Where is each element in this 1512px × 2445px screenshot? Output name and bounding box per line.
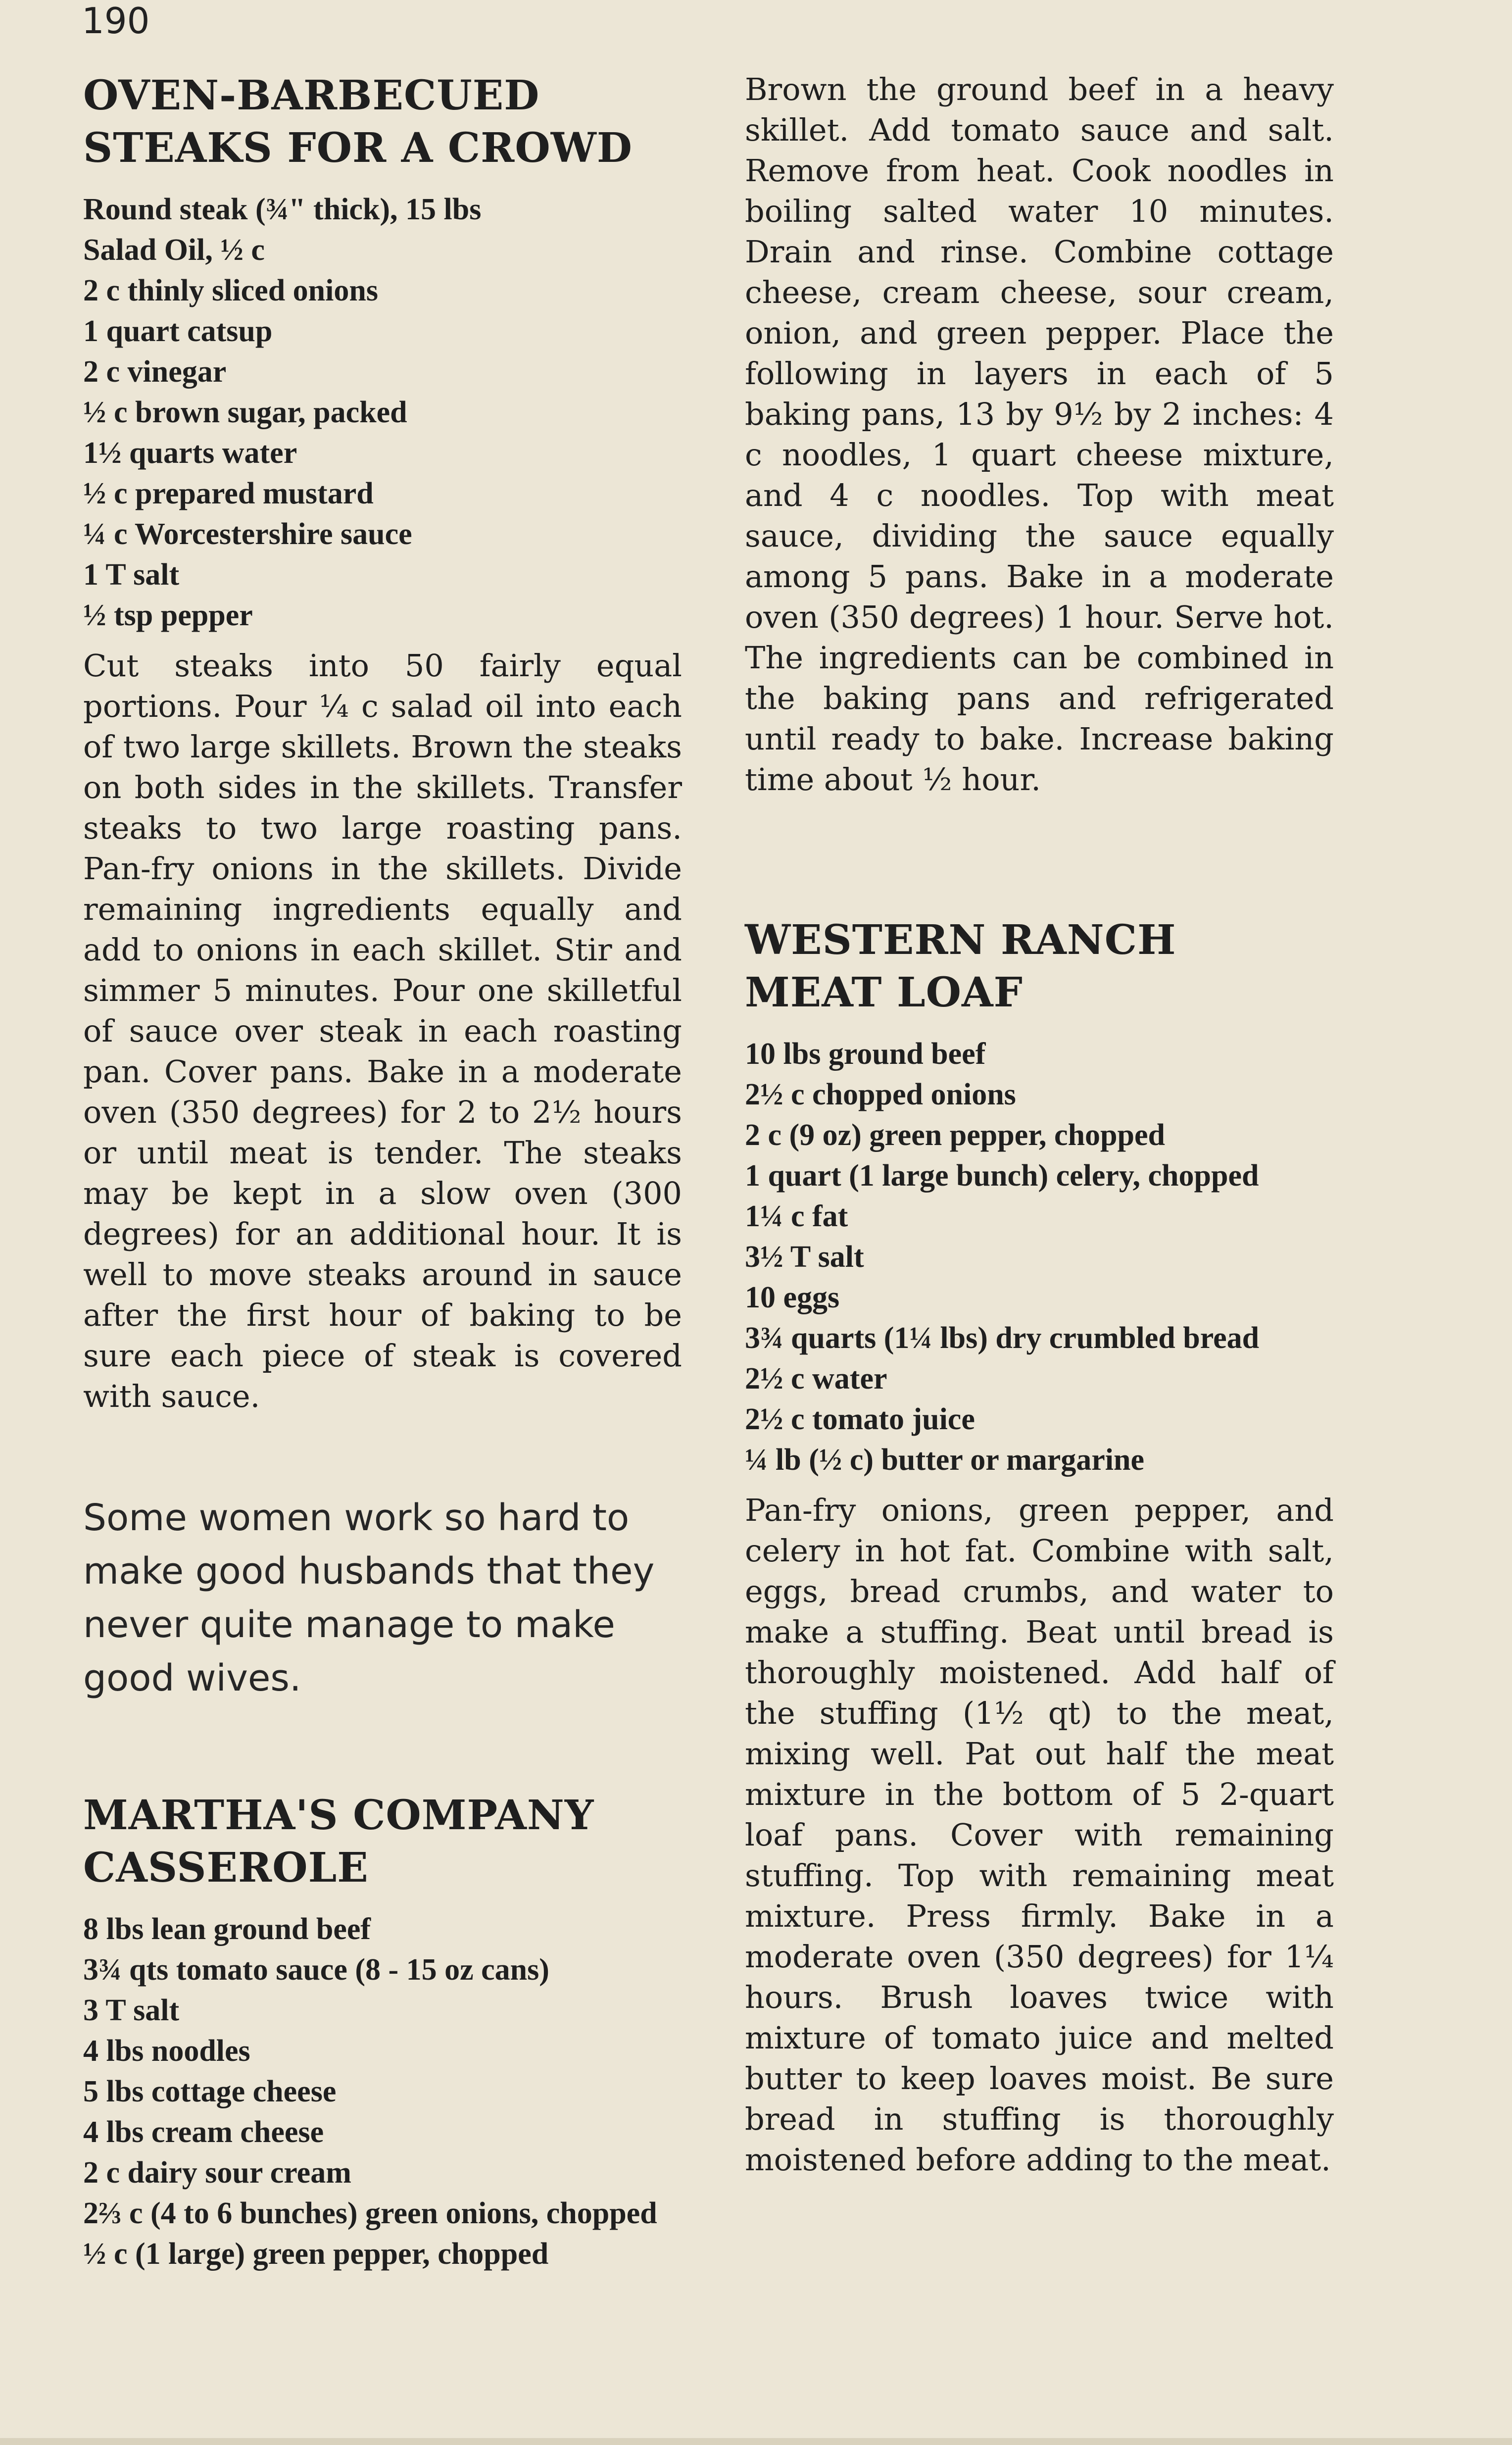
ingredient-item: 1 quart (1 large bunch) celery, chopped — [745, 1159, 1259, 1193]
ingredient-item: 1½ quarts water — [83, 436, 297, 470]
ingredient-item: 4 lbs noodles — [83, 2034, 250, 2068]
recipe-title-line: MEAT LOAF — [745, 969, 1023, 1016]
page-number: 190 — [82, 0, 150, 42]
ingredient-item: ¼ c Worcestershire sauce — [83, 517, 412, 551]
ingredient-item: ½ c (1 large) green pepper, chopped — [83, 2237, 549, 2271]
recipe-title — [83, 1789, 682, 1894]
quote-text: Some women work so hard to make good husbands that they never quite manage to make good wives. — [83, 1497, 655, 1699]
ingredient-item: 3¾ qts tomato sauce (8 - 15 oz cans) — [83, 1953, 549, 1987]
ingredient-item: ¼ lb (½ c) butter or margarine — [745, 1443, 1144, 1477]
page-bottom-edge — [0, 2438, 1512, 2445]
recipe-instructions-continued: Brown the ground beef in a heavy skillet. Add tomato sauce and salt. Remove from heat. Cook noodles in boiling salted water 10 minutes. Drain and rinse. Combine cottage cheese, cream cheese, sour cream, onion, and green pepper. Place the following in layers in each of 5 baking pans, 13 by 9½ by 2 inches: 4 c noodles, 1 quart cheese mixture, and 4 c noodles. Top with meat sauce, dividing the sauce equally among 5 pans. Bake in a moderate oven (350 degrees) 1 hour. Serve hot. The ingredients can be combined in the baking pans and refrigerated until ready to bake. Increase baking time about ½ hour. — [745, 71, 1334, 798]
ingredient-item: 2⅔ c (4 to 6 bunches) green onions, chopped — [83, 2196, 657, 2230]
ingredient-item: 1 quart catsup — [83, 314, 273, 348]
recipe-title-line: WESTERN RANCH — [745, 916, 1176, 964]
ingredient-item: 3½ T salt — [745, 1240, 864, 1274]
ingredient-list — [83, 1909, 682, 2274]
ingredient-item: 2 c dairy sour cream — [83, 2156, 351, 2190]
recipe-instructions: Pan-fry onions, green pepper, and celery in hot fat. Combine with salt, eggs, bread crumbs, and water to make a stuffing. Beat until bread is thoroughly moistened. Add half of the stuffing (1½ qt) to the meat, mixing well. Pat out half the meat mixture in the bottom of 5 2-quart loaf pans. Cover with remaining stuffing. Top with remaining meat mixture. Press firmly. Bake in a moderate oven (350 degrees) for 1¼ hours. Brush loaves twice with mixture of tomato juice and melted butter to keep loaves moist. Be sure bread in stuffing is thoroughly moistened before adding to the meat. — [745, 1492, 1334, 2178]
recipe-instructions: Cut steaks into 50 fairly equal portions. Pour ¼ c salad oil into each of two large skillets. Brown the steaks on both sides in the skillets. Transfer steaks to two large roasting pans. Pan-fry onions in the skillets. Divide remaining ingredients equally and add to onions in each skillet. Stir and simmer 5 minutes. Pour one skilletful of sauce over steak in each roasting pan. Cover pans. Bake in a moderate oven (350 degrees) for 2 to 2½ hours or until meat is tender. The steaks may be kept in a slow oven (300 degrees) for an additional hour. It is well to move steaks around in sauce after the first hour of baking to be sure each piece of steak is covered with sauce. — [83, 648, 682, 1414]
ingredient-item: Salad Oil, ½ c — [83, 233, 265, 267]
recipe-title-line: STEAKS FOR A CROWD — [83, 124, 633, 172]
ingredient-item: 2 c thinly sliced onions — [83, 274, 378, 307]
ingredient-item: 2½ c water — [745, 1362, 887, 1396]
recipe-title-line: MARTHA'S COMPANY — [83, 1792, 594, 1839]
ingredient-item: 5 lbs cottage cheese — [83, 2075, 337, 2108]
ingredient-list — [745, 1034, 1334, 1480]
ingredient-item: 10 lbs ground beef — [745, 1037, 986, 1071]
ingredient-item: 2 c vinegar — [83, 355, 227, 389]
ingredient-item: 3 T salt — [83, 1994, 180, 2027]
ingredient-item: 2½ c tomato juice — [745, 1402, 975, 1436]
recipe-title — [745, 914, 1334, 1019]
ingredient-item: 10 eggs — [745, 1281, 840, 1314]
recipe-oven-barbecued-steaks — [83, 69, 682, 1417]
left-column — [83, 69, 682, 2274]
right-column — [745, 69, 1334, 2180]
ingredient-item: ½ tsp pepper — [83, 599, 253, 632]
ingredient-item: 1¼ c fat — [745, 1199, 848, 1233]
recipe-title — [83, 69, 682, 174]
ingredient-item: 8 lbs lean ground beef — [83, 1912, 371, 1946]
recipe-western-ranch-meat-loaf — [745, 914, 1334, 2180]
ingredient-list — [83, 189, 682, 636]
ingredient-item: ½ c brown sugar, packed — [83, 396, 407, 429]
ingredient-item: 1 T salt — [83, 558, 180, 592]
ingredient-item: 3¾ quarts (1¼ lbs) dry crumbled bread — [745, 1321, 1260, 1355]
ingredient-item: Round steak (¾" thick), 15 lbs — [83, 193, 482, 226]
quote-block — [83, 1491, 682, 1705]
ingredient-item: ½ c prepared mustard — [83, 477, 374, 510]
ingredient-item: 4 lbs cream cheese — [83, 2115, 324, 2149]
recipe-title-line: OVEN-BARBECUED — [83, 72, 540, 119]
recipe-marthas-company-casserole — [83, 1789, 682, 2274]
recipe-title-line: CASSEROLE — [83, 1844, 369, 1892]
ingredient-item: 2 c (9 oz) green pepper, chopped — [745, 1118, 1166, 1152]
ingredient-item: 2½ c chopped onions — [745, 1078, 1016, 1111]
